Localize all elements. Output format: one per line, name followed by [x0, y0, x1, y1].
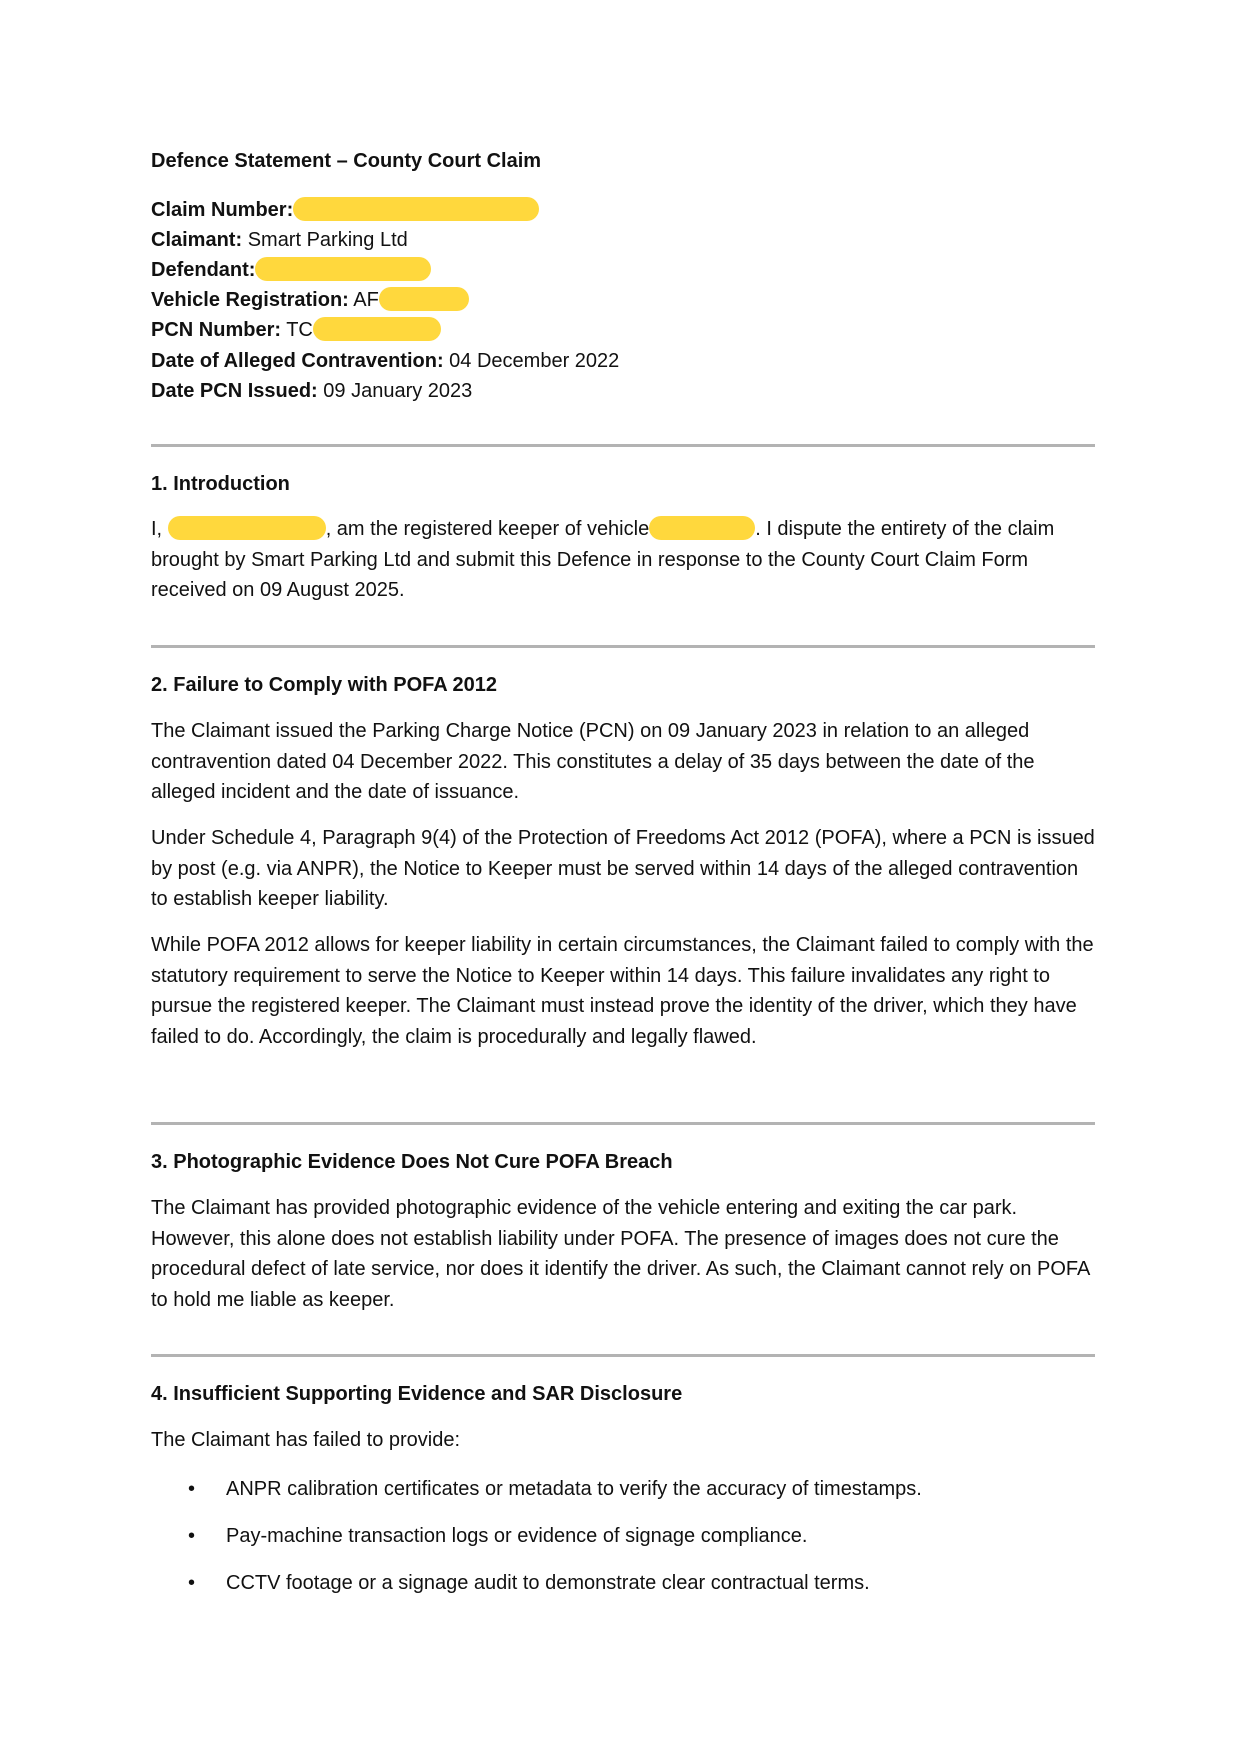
document-title: Defence Statement – County Court Claim [151, 150, 542, 172]
redaction-name [168, 516, 326, 540]
section-divider [151, 1354, 1095, 1357]
vehicle-value: AF [353, 289, 379, 311]
list-item: • CCTV footage or a signage audit to demonstrate clear contractual terms. [151, 1569, 1095, 1616]
intro-text-end: . I dispute the entirety of the claim brought by Smart Parking Ltd and submit this Defence in response to the County Court Claim Form received on 09 August 2025. [151, 518, 1055, 601]
contravention-label: Date of Alleged Contravention: [151, 350, 444, 372]
evidence-list [151, 1475, 1095, 1616]
contravention-value: 04 December 2022 [449, 350, 620, 372]
list-item: • Pay-machine transaction logs or evidence of signage compliance. [151, 1522, 1095, 1569]
section-1-paragraph [151, 514, 1095, 606]
claim-number-row [151, 195, 539, 225]
claim-number-label: Claim Number: [151, 199, 294, 221]
section-4-heading: 4. Insufficient Supporting Evidence and SAR Disclosure [151, 1383, 683, 1405]
bullet-icon: • [188, 1572, 196, 1594]
bullet-icon: • [188, 1478, 196, 1500]
section-2-paragraph-1: The Claimant issued the Parking Charge Notice (PCN) on 09 January 2023 in relation to an alleged contravention dated 04 December 2022. This constitutes a delay of 35 days between the date of the alleged incident and the date of issuance. [151, 720, 1035, 803]
claimant-label: Claimant: [151, 229, 243, 251]
redaction-vehicle-inline [649, 516, 755, 540]
section-3-heading: 3. Photographic Evidence Does Not Cure POFA Breach [151, 1151, 673, 1173]
defendant-row [151, 255, 431, 285]
section-1-heading: 1. Introduction [151, 473, 290, 495]
pcn-value: TC [286, 319, 313, 341]
bullet-icon: • [188, 1525, 196, 1547]
intro-text-middle: , am the registered keeper of vehicle [325, 518, 650, 540]
section-2-paragraph-2: Under Schedule 4, Paragraph 9(4) of the Protection of Freedoms Act 2012 (POFA), where a PCN is issued by post (e.g. via ANPR), the Notice to Keeper must be served within 14 days of the alleged contravention to establish keeper liability. [151, 827, 1095, 910]
issued-value: 09 January 2023 [323, 380, 473, 402]
redaction-pcn [313, 317, 441, 341]
section-2-heading: 2. Failure to Comply with POFA 2012 [151, 674, 498, 696]
section-4-intro: The Claimant has failed to provide: [151, 1429, 461, 1451]
section-divider [151, 1122, 1095, 1125]
section-3-paragraph: The Claimant has provided photographic evidence of the vehicle entering and exiting the car park. However, this alone does not establish liability under POFA. The presence of images does not cure the procedural defect of late service, nor does it identify the driver. As such, the Claimant cannot rely on POFA to hold me liable as keeper. [151, 1197, 1090, 1311]
list-item: • ANPR calibration certificates or metadata to verify the accuracy of timestamps. [151, 1475, 1095, 1522]
defendant-label: Defendant: [151, 259, 256, 281]
vehicle-row [151, 285, 469, 315]
redaction-claim-number [293, 197, 539, 221]
redaction-vehicle [379, 287, 469, 311]
issued-row [151, 376, 472, 406]
vehicle-label: Vehicle Registration: [151, 289, 349, 311]
section-divider [151, 444, 1095, 447]
section-2-paragraph-3: While POFA 2012 allows for keeper liability in certain circumstances, the Claimant failed to comply with the statutory requirement to serve the Notice to Keeper within 14 days. This failure invalidates any right to pursue the registered keeper. The Claimant must instead prove the identity of the driver, which they have failed to do. Accordingly, the claim is procedurally and legally flawed. [151, 934, 1094, 1048]
section-divider [151, 645, 1095, 648]
claimant-row [151, 225, 408, 255]
redaction-defendant [255, 257, 431, 281]
contravention-row [151, 346, 619, 376]
claimant-value: Smart Parking Ltd [247, 229, 408, 251]
intro-text-start: I, [151, 518, 163, 540]
issued-label: Date PCN Issued: [151, 380, 318, 402]
pcn-label: PCN Number: [151, 319, 282, 341]
pcn-row [151, 315, 441, 345]
